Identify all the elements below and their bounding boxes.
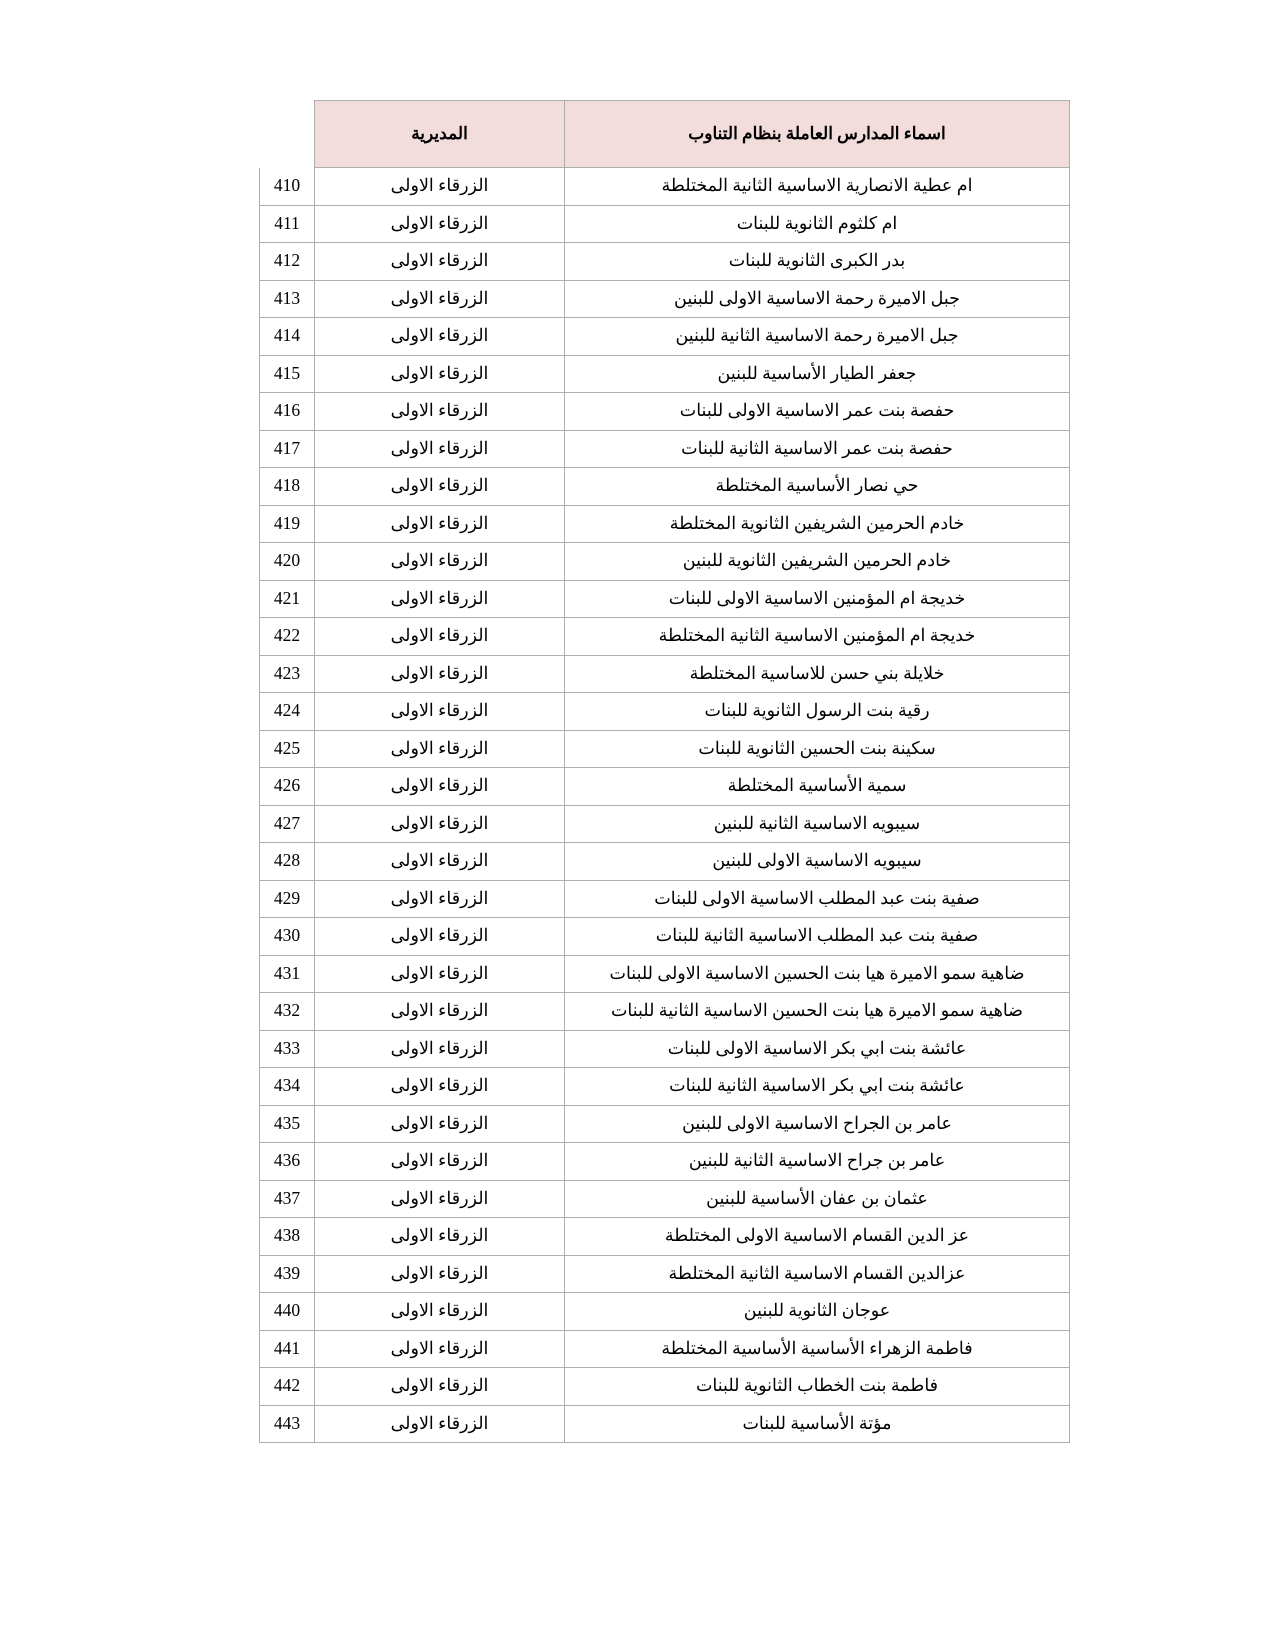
cell-directorate: الزرقاء الاولى bbox=[315, 1218, 565, 1256]
cell-directorate: الزرقاء الاولى bbox=[315, 1293, 565, 1331]
schools-table-wrapper bbox=[260, 100, 1070, 1443]
cell-directorate: الزرقاء الاولى bbox=[315, 805, 565, 843]
cell-directorate: الزرقاء الاولى bbox=[315, 1180, 565, 1218]
cell-row-number: 433 bbox=[260, 1030, 315, 1068]
table-row bbox=[260, 168, 1070, 206]
table-row bbox=[260, 730, 1070, 768]
cell-school-name: خديجة ام المؤمنين الاساسية الثانية المختلطة bbox=[565, 618, 1070, 656]
table-row bbox=[260, 1143, 1070, 1181]
cell-row-number: 417 bbox=[260, 430, 315, 468]
cell-school-name: سكينة بنت الحسين الثانوية للبنات bbox=[565, 730, 1070, 768]
cell-school-name: خلايلة بني حسن للاساسية المختلطة bbox=[565, 655, 1070, 693]
table-row bbox=[260, 843, 1070, 881]
table-body bbox=[260, 168, 1070, 1443]
cell-row-number: 410 bbox=[260, 168, 315, 206]
table-header-row bbox=[260, 101, 1070, 168]
table-row bbox=[260, 1218, 1070, 1256]
cell-row-number: 429 bbox=[260, 880, 315, 918]
cell-school-name: سمية الأساسية المختلطة bbox=[565, 768, 1070, 806]
table-row bbox=[260, 205, 1070, 243]
cell-directorate: الزرقاء الاولى bbox=[315, 843, 565, 881]
cell-school-name: فاطمة الزهراء الأساسية الأساسية المختلطة bbox=[565, 1330, 1070, 1368]
cell-directorate: الزرقاء الاولى bbox=[315, 1143, 565, 1181]
cell-row-number: 438 bbox=[260, 1218, 315, 1256]
cell-row-number: 416 bbox=[260, 393, 315, 431]
cell-directorate: الزرقاء الاولى bbox=[315, 955, 565, 993]
cell-school-name: خديجة ام المؤمنين الاساسية الاولى للبنات bbox=[565, 580, 1070, 618]
table-row bbox=[260, 1030, 1070, 1068]
cell-school-name: عائشة بنت ابي بكر الاساسية الثانية للبنات bbox=[565, 1068, 1070, 1106]
cell-school-name: عامر بن جراح الاساسية الثانية للبنين bbox=[565, 1143, 1070, 1181]
cell-directorate: الزرقاء الاولى bbox=[315, 243, 565, 281]
table-row bbox=[260, 543, 1070, 581]
cell-row-number: 437 bbox=[260, 1180, 315, 1218]
cell-school-name: فاطمة بنت الخطاب الثانوية للبنات bbox=[565, 1368, 1070, 1406]
cell-school-name: مؤتة الأساسية للبنات bbox=[565, 1405, 1070, 1443]
cell-directorate: الزرقاء الاولى bbox=[315, 880, 565, 918]
cell-school-name: جبل الاميرة رحمة الاساسية الاولى للبنين bbox=[565, 280, 1070, 318]
table-row bbox=[260, 243, 1070, 281]
cell-row-number: 439 bbox=[260, 1255, 315, 1293]
cell-row-number: 425 bbox=[260, 730, 315, 768]
cell-directorate: الزرقاء الاولى bbox=[315, 1330, 565, 1368]
table-row bbox=[260, 355, 1070, 393]
cell-school-name: عائشة بنت ابي بكر الاساسية الاولى للبنات bbox=[565, 1030, 1070, 1068]
cell-school-name: جبل الاميرة رحمة الاساسية الثانية للبنين bbox=[565, 318, 1070, 356]
table-row bbox=[260, 393, 1070, 431]
cell-directorate: الزرقاء الاولى bbox=[315, 1030, 565, 1068]
cell-school-name: سيبويه الاساسية الثانية للبنين bbox=[565, 805, 1070, 843]
cell-directorate: الزرقاء الاولى bbox=[315, 430, 565, 468]
cell-directorate: الزرقاء الاولى bbox=[315, 768, 565, 806]
cell-row-number: 414 bbox=[260, 318, 315, 356]
cell-directorate: الزرقاء الاولى bbox=[315, 1405, 565, 1443]
cell-directorate: الزرقاء الاولى bbox=[315, 543, 565, 581]
cell-row-number: 411 bbox=[260, 205, 315, 243]
cell-row-number: 443 bbox=[260, 1405, 315, 1443]
cell-school-name: بدر الكبرى الثانوية للبنات bbox=[565, 243, 1070, 281]
cell-row-number: 419 bbox=[260, 505, 315, 543]
cell-directorate: الزرقاء الاولى bbox=[315, 993, 565, 1031]
table-row bbox=[260, 280, 1070, 318]
cell-school-name: ام عطية الانصارية الاساسية الثانية المختلطة bbox=[565, 168, 1070, 206]
cell-school-name: خادم الحرمين الشريفين الثانوية المختلطة bbox=[565, 505, 1070, 543]
cell-directorate: الزرقاء الاولى bbox=[315, 393, 565, 431]
cell-row-number: 427 bbox=[260, 805, 315, 843]
cell-row-number: 418 bbox=[260, 468, 315, 506]
table-row bbox=[260, 318, 1070, 356]
cell-school-name: صفية بنت عبد المطلب الاساسية الثانية للبنات bbox=[565, 918, 1070, 956]
cell-directorate: الزرقاء الاولى bbox=[315, 1368, 565, 1406]
cell-school-name: خادم الحرمين الشريفين الثانوية للبنين bbox=[565, 543, 1070, 581]
table-row bbox=[260, 1293, 1070, 1331]
table-row bbox=[260, 768, 1070, 806]
cell-directorate: الزرقاء الاولى bbox=[315, 205, 565, 243]
cell-directorate: الزرقاء الاولى bbox=[315, 318, 565, 356]
table-row bbox=[260, 880, 1070, 918]
cell-directorate: الزرقاء الاولى bbox=[315, 355, 565, 393]
cell-row-number: 415 bbox=[260, 355, 315, 393]
cell-directorate: الزرقاء الاولى bbox=[315, 693, 565, 731]
cell-row-number: 436 bbox=[260, 1143, 315, 1181]
cell-school-name: حي نصار الأساسية المختلطة bbox=[565, 468, 1070, 506]
cell-row-number: 412 bbox=[260, 243, 315, 281]
cell-school-name: عز الدين القسام الاساسية الاولى المختلطة bbox=[565, 1218, 1070, 1256]
cell-row-number: 420 bbox=[260, 543, 315, 581]
cell-school-name: عزالدين القسام الاساسية الثانية المختلطة bbox=[565, 1255, 1070, 1293]
cell-school-name: صفية بنت عبد المطلب الاساسية الاولى للبنات bbox=[565, 880, 1070, 918]
cell-school-name: رقية بنت الرسول الثانوية للبنات bbox=[565, 693, 1070, 731]
table-row bbox=[260, 505, 1070, 543]
cell-directorate: الزرقاء الاولى bbox=[315, 1068, 565, 1106]
cell-row-number: 432 bbox=[260, 993, 315, 1031]
cell-school-name: عثمان بن عفان الأساسية للبنين bbox=[565, 1180, 1070, 1218]
cell-school-name: عوجان الثانوية للبنين bbox=[565, 1293, 1070, 1331]
cell-school-name: ام كلثوم الثانوية للبنات bbox=[565, 205, 1070, 243]
column-header-number bbox=[260, 101, 315, 168]
cell-directorate: الزرقاء الاولى bbox=[315, 655, 565, 693]
table-row bbox=[260, 993, 1070, 1031]
cell-school-name: ضاهية سمو الاميرة هيا بنت الحسين الاساسية الثانية للبنات bbox=[565, 993, 1070, 1031]
cell-school-name: سيبويه الاساسية الاولى للبنين bbox=[565, 843, 1070, 881]
cell-directorate: الزرقاء الاولى bbox=[315, 580, 565, 618]
cell-row-number: 426 bbox=[260, 768, 315, 806]
cell-row-number: 428 bbox=[260, 843, 315, 881]
cell-school-name: حفصة بنت عمر الاساسية الاولى للبنات bbox=[565, 393, 1070, 431]
cell-directorate: الزرقاء الاولى bbox=[315, 280, 565, 318]
cell-row-number: 435 bbox=[260, 1105, 315, 1143]
cell-directorate: الزرقاء الاولى bbox=[315, 918, 565, 956]
cell-row-number: 424 bbox=[260, 693, 315, 731]
cell-school-name: ضاهية سمو الاميرة هيا بنت الحسين الاساسية الاولى للبنات bbox=[565, 955, 1070, 993]
table-row bbox=[260, 618, 1070, 656]
cell-directorate: الزرقاء الاولى bbox=[315, 618, 565, 656]
cell-row-number: 431 bbox=[260, 955, 315, 993]
table-row bbox=[260, 580, 1070, 618]
cell-school-name: جعفر الطيار الأساسية للبنين bbox=[565, 355, 1070, 393]
table-row bbox=[260, 468, 1070, 506]
column-header-school-names: اسماء المدارس العاملة بنظام التناوب bbox=[565, 101, 1070, 168]
cell-row-number: 440 bbox=[260, 1293, 315, 1331]
cell-row-number: 430 bbox=[260, 918, 315, 956]
cell-row-number: 421 bbox=[260, 580, 315, 618]
cell-row-number: 434 bbox=[260, 1068, 315, 1106]
cell-school-name: حفصة بنت عمر الاساسية الثانية للبنات bbox=[565, 430, 1070, 468]
table-row bbox=[260, 1330, 1070, 1368]
cell-row-number: 441 bbox=[260, 1330, 315, 1368]
table-row bbox=[260, 918, 1070, 956]
table-row bbox=[260, 1255, 1070, 1293]
table-row bbox=[260, 955, 1070, 993]
cell-row-number: 422 bbox=[260, 618, 315, 656]
table-row bbox=[260, 1068, 1070, 1106]
cell-row-number: 423 bbox=[260, 655, 315, 693]
table-row bbox=[260, 655, 1070, 693]
table-row bbox=[260, 1180, 1070, 1218]
cell-directorate: الزرقاء الاولى bbox=[315, 1105, 565, 1143]
cell-school-name: عامر بن الجراح الاساسية الاولى للبنين bbox=[565, 1105, 1070, 1143]
cell-row-number: 413 bbox=[260, 280, 315, 318]
column-header-directorate: المديرية bbox=[315, 101, 565, 168]
cell-directorate: الزرقاء الاولى bbox=[315, 505, 565, 543]
cell-row-number: 442 bbox=[260, 1368, 315, 1406]
cell-directorate: الزرقاء الاولى bbox=[315, 1255, 565, 1293]
table-row bbox=[260, 693, 1070, 731]
schools-table bbox=[259, 100, 1070, 1443]
cell-directorate: الزرقاء الاولى bbox=[315, 730, 565, 768]
table-row bbox=[260, 1105, 1070, 1143]
table-row bbox=[260, 805, 1070, 843]
table-row bbox=[260, 1368, 1070, 1406]
table-header bbox=[260, 101, 1070, 168]
cell-directorate: الزرقاء الاولى bbox=[315, 468, 565, 506]
cell-directorate: الزرقاء الاولى bbox=[315, 168, 565, 206]
table-row bbox=[260, 430, 1070, 468]
table-row bbox=[260, 1405, 1070, 1443]
